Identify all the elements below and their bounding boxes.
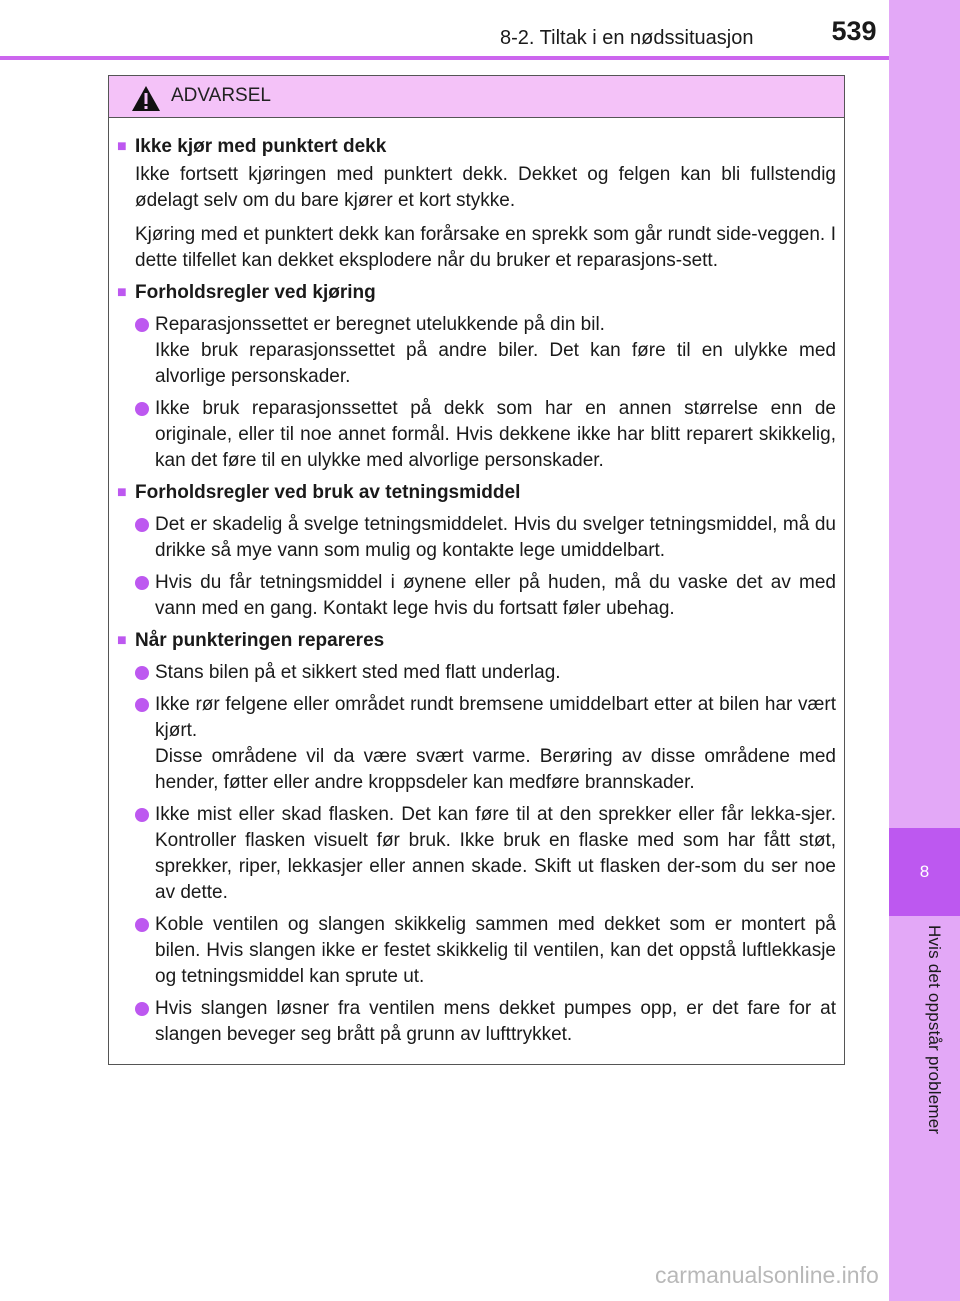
circle-bullet-icon xyxy=(135,808,149,822)
square-bullet-icon: ■ xyxy=(117,284,127,301)
section-heading-text: Forholdsregler ved bruk av tetningsmiddel xyxy=(135,482,521,503)
list-item xyxy=(117,512,836,564)
chapter-title: Hvis det oppstår problemer xyxy=(925,925,944,1135)
circle-bullet-icon xyxy=(135,518,149,532)
section-heading xyxy=(117,628,836,654)
bullet-text: Disse områdene vil da være svært varme. Berøring av disse områdene med hender, føtter eller andre kroppsdeler kan medføre brannskader. xyxy=(155,746,836,793)
square-bullet-icon: ■ xyxy=(117,632,127,649)
bullet-text: Hvis du får tetningsmiddel i øynene eller på huden, må du vaske det av med vann med en gang. Kontakt lege hvis du fortsatt føler ubehag. xyxy=(155,572,836,619)
list-item xyxy=(117,660,836,686)
warning-box xyxy=(108,75,845,1065)
bullet-text: Koble ventilen og slangen skikkelig sammen med dekket som er montert på bilen. Hvis slangen ikke er festet skikkelig til ventilen, kan det oppstå luftlekkasje og tetningsmiddel kan sprute ut. xyxy=(155,914,836,987)
circle-bullet-icon xyxy=(135,1002,149,1016)
warning-triangle-icon xyxy=(131,85,161,112)
section-heading xyxy=(117,134,836,160)
bullet-text: Stans bilen på et sikkert sted med flatt underlag. xyxy=(155,662,561,683)
section-title: 8-2. Tiltak i en nødssituasjon xyxy=(500,27,754,49)
bullet-text: Hvis slangen løsner fra ventilen mens dekket pumpes opp, er det fare for at slangen beveger seg brått på grunn av lufttrykket. xyxy=(155,998,836,1045)
section-heading xyxy=(117,480,836,506)
square-bullet-icon: ■ xyxy=(117,138,127,155)
bullet-text: Ikke rør felgene eller området rundt bremsene umiddelbart etter at bilen har vært kjørt. xyxy=(155,694,836,741)
square-bullet-icon: ■ xyxy=(117,484,127,501)
list-item xyxy=(117,996,836,1048)
paragraph: Kjøring med et punktert dekk kan forårsake en sprekk som går rundt side-veggen. I dette tilfellet kan dekket eksplodere når du bruker et reparasjons-sett. xyxy=(135,224,836,271)
circle-bullet-icon xyxy=(135,318,149,332)
list-item xyxy=(117,912,836,990)
list-item xyxy=(117,692,836,796)
list-item xyxy=(117,396,836,474)
paragraph: Ikke fortsett kjøringen med punktert dekk. Dekket og felgen kan bli fullstendig ødelagt selv om du bare kjører et kort stykke. xyxy=(135,164,836,211)
section-heading-text: Ikke kjør med punktert dekk xyxy=(135,136,387,157)
watermark: carmanualsonline.info xyxy=(655,1262,879,1288)
bullet-text: Det er skadelig å svelge tetningsmiddelet. Hvis du svelger tetningsmiddel, må du drikke så mye vann som mulig og kontakte lege umiddelbart. xyxy=(155,514,836,561)
section-heading-text: Forholdsregler ved kjøring xyxy=(135,282,376,303)
bullet-text: Ikke bruk reparasjonssettet på dekk som har en annen størrelse enn de originale, eller til noe annet formål. Hvis dekkene ikke har blitt reparert skikkelig, kan det føre til en ulykke med alvorlige personskader. xyxy=(155,398,836,471)
warning-header xyxy=(109,76,844,118)
circle-bullet-icon xyxy=(135,576,149,590)
circle-bullet-icon xyxy=(135,918,149,932)
list-item xyxy=(117,570,836,622)
bullet-text: Ikke bruk reparasjonssettet på andre biler. Det kan føre til en ulykke med alvorlige personskader. xyxy=(155,340,836,387)
list-item xyxy=(117,802,836,906)
section-heading-text: Når punkteringen repareres xyxy=(135,630,385,651)
circle-bullet-icon xyxy=(135,666,149,680)
circle-bullet-icon xyxy=(135,402,149,416)
header-rule xyxy=(0,56,889,60)
chapter-number: 8 xyxy=(889,828,960,916)
warning-body xyxy=(109,118,844,1048)
page-number: 539 xyxy=(831,16,877,46)
section-heading xyxy=(117,280,836,306)
bullet-text: Ikke mist eller skad flasken. Det kan føre til at den sprekker eller får lekka-sjer. Kontroller flasken visuelt før bruk. Ikke bruk en flaske med som har fått støt, sprekker, riper, lekkasjer eller annen skade. Skift ut flasken der-som du ser noe av dette. xyxy=(155,804,836,903)
circle-bullet-icon xyxy=(135,698,149,712)
bullet-text: Reparasjonssettet er beregnet utelukkende på din bil. xyxy=(155,314,605,335)
list-item xyxy=(117,312,836,390)
warning-title: ADVARSEL xyxy=(171,84,271,106)
